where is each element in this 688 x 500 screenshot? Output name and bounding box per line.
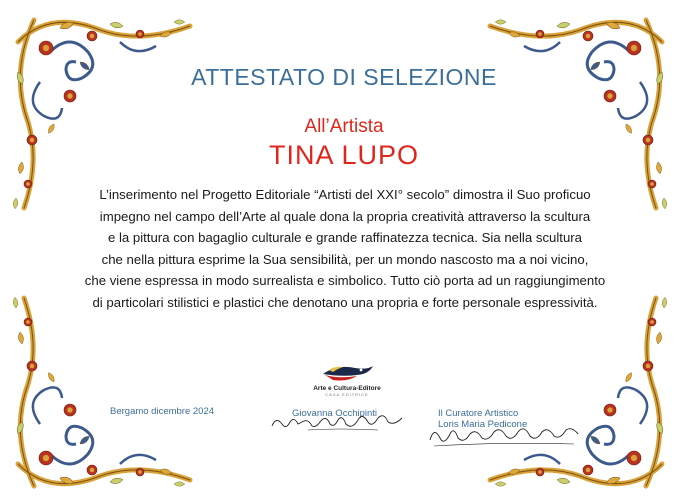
certificate-body	[62, 184, 628, 314]
ornament-bottom-right	[480, 294, 670, 494]
place-date: Bergamo dicembre 2024	[110, 406, 215, 417]
ornament-bottom-left	[10, 294, 200, 494]
certificate-subtitle: All’Artista	[304, 116, 384, 137]
ornament-top-right	[480, 12, 670, 212]
body-line: che nella pittura esprime la Sua sensibilità, per un mondo nascosto ma a noi vicino,	[101, 251, 589, 267]
signatory-name: Giovanna Occhipinti	[292, 408, 378, 419]
signatory-role: Il Curatore Artistico	[438, 408, 519, 419]
body-line: di particolari stilistici e plastici che denotano una propria e forte personale espressività.	[92, 294, 598, 310]
body-line: L’inserimento nel Progetto Editoriale “Artisti del XXI° secolo” dimostra il Suo proficuo	[99, 187, 591, 202]
publisher-tagline: CASA EDITRICE	[325, 392, 369, 397]
publisher-logo-icon	[317, 360, 377, 384]
signatory-name: Loris Maria Pedicone	[438, 419, 528, 430]
certificate-title: ATTESTATO DI SELEZIONE	[191, 64, 497, 90]
ornament-top-left	[10, 12, 200, 212]
body-line: impegno nel campo dell’Arte al quale dona la propria creatività attraverso la scultura	[99, 208, 591, 224]
publisher-logo	[302, 360, 392, 405]
publisher-name: Arte e Cultura-Editore	[313, 385, 381, 392]
signature-left	[268, 408, 408, 434]
body-line: e la pittura con bagaglio culturale e grande raffinatezza tecnica. Sia nella scultura	[107, 230, 583, 246]
body-line: che viene espressa in modo surrealista e simbolico. Tutto ciò porta ad un raggiungimento	[84, 273, 606, 289]
recipient-name: TINA LUPO	[268, 140, 420, 170]
signature-right	[424, 420, 584, 450]
